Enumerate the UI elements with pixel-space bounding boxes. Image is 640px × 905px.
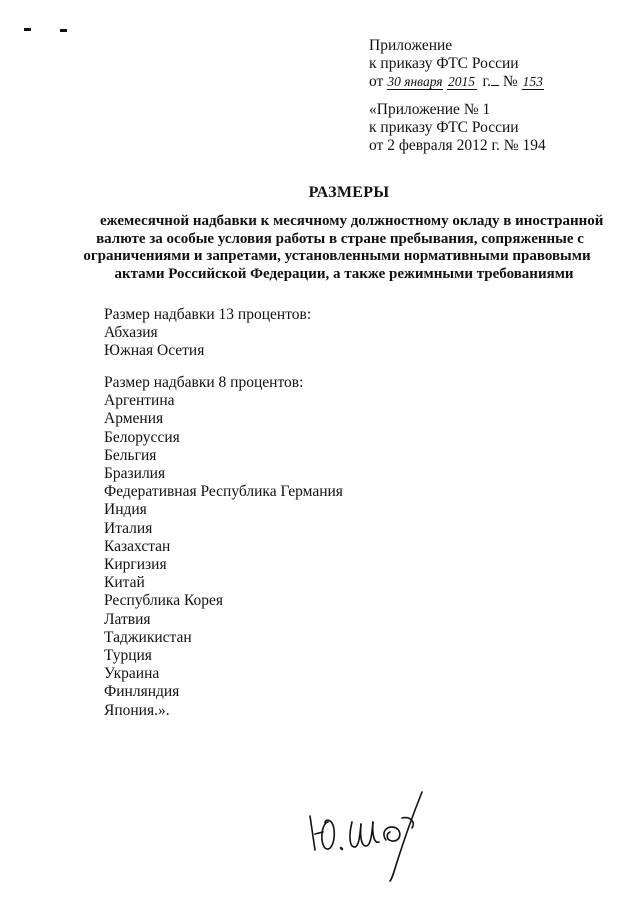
country-item: Армения [104, 410, 164, 428]
document-title: РАЗМЕРЫ [308, 184, 390, 201]
order-number: 153 [522, 74, 543, 89]
subtitle-line: валюте за особые условия работы в стране пребывания, сопряженные с [96, 230, 584, 247]
subtitle-line: актами Российской Федерации, а также режимными требованиями [114, 265, 574, 282]
country-item: Украина [104, 665, 160, 683]
section-heading: Размер надбавки 13 процентов: [104, 306, 312, 323]
country-item: Финляндия [104, 683, 180, 701]
subtitle-line: ежемесячной надбавки к месячному должностному окладу в иностранной [100, 213, 604, 229]
allowance-8-section [104, 374, 343, 720]
original-appendix-label: «Приложение № 1 [369, 101, 491, 118]
order-reference: к приказу ФТС России [369, 55, 519, 72]
appendix-header [369, 37, 544, 91]
original-appendix-header [369, 101, 546, 155]
order-date-line [369, 73, 544, 91]
document-title-wrap [0, 184, 640, 202]
country-item: Латвия [104, 610, 151, 628]
country-item: Белоруссия [104, 428, 180, 446]
date-prefix: от [369, 73, 384, 90]
country-item: Киргизия [104, 556, 167, 574]
scan-mark [24, 28, 31, 31]
country-item: Абхазия [104, 324, 158, 342]
subtitle-line: ограничениями и запретами, установленными нормативными правовыми [83, 248, 591, 264]
original-order-reference: к приказу ФТС России [369, 119, 519, 136]
scan-mark [60, 29, 67, 32]
order-year: 2015 [448, 74, 476, 89]
country-item: Таджикистан [104, 628, 192, 646]
section-heading: Размер надбавки 8 процентов: [104, 374, 304, 391]
country-item: Федеративная Республика Германия [104, 483, 343, 501]
country-item: Казахстан [104, 537, 171, 555]
country-item: Италия [104, 519, 153, 537]
order-date: 30 января [387, 74, 443, 89]
country-item: Китай [104, 574, 145, 592]
country-item: Бразилия [104, 465, 166, 483]
country-item: Республика Корея [104, 592, 224, 610]
appendix-label: Приложение [369, 37, 453, 54]
scan-marks [24, 28, 74, 36]
country-item: Аргентина [104, 392, 175, 410]
blank-underline [491, 85, 499, 86]
country-item: Индия [104, 501, 147, 519]
country-item: Япония.». [104, 701, 170, 719]
country-item: Турция [104, 647, 152, 665]
original-order-date: от 2 февраля 2012 г. № 194 [369, 137, 546, 154]
country-item: Южная Осетия [104, 342, 205, 360]
year-suffix: г. [482, 73, 492, 90]
number-sign: № [502, 73, 518, 90]
allowance-13-section [104, 306, 311, 361]
country-item: Бельгия [104, 446, 157, 464]
document-subtitle [72, 213, 602, 283]
handwritten-signature [306, 788, 428, 884]
